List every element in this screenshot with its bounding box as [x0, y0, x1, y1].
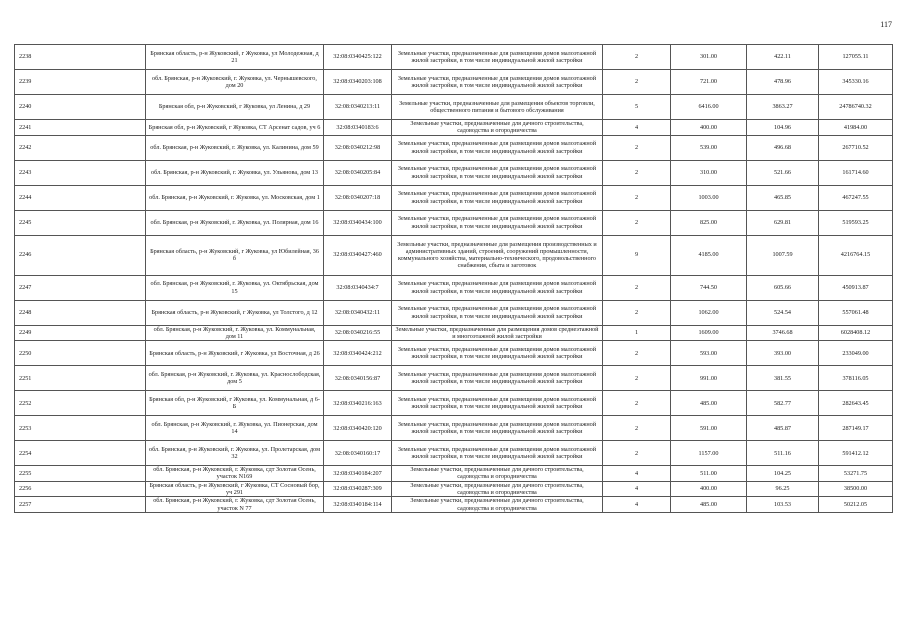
- unit-value-cell: 478.96: [747, 70, 819, 95]
- unit-value-cell: 104.96: [747, 120, 819, 136]
- row-number: 2246: [15, 235, 146, 275]
- land-use-cell: Земельные участки, предназначенные для размещения производственных и административных зданий, строений, сооружений промышленности, коммунального хозяйства, материально-технического, продовольственного снабжения, сбыта и заготовок: [392, 235, 603, 275]
- table-row: [15, 466, 893, 482]
- land-use-cell: Земельные участки, предназначенные для дачного строительства, садоводства и огородничества: [392, 497, 603, 513]
- row-number: 2241: [15, 120, 146, 136]
- cadastral-value-cell: 591412.12: [819, 441, 893, 466]
- address-cell: обл. Брянская, р-н Жуковский, г. Жуковка, сдт Золотая Осень, участок N169: [146, 466, 324, 482]
- table-row: [15, 481, 893, 497]
- use-code-cell: 1: [603, 325, 671, 341]
- address-cell: обл. Брянская, р-н Жуковский, г. Жуковка, сдт Золотая Осень, участок N 77: [146, 497, 324, 513]
- cadastral-number-cell: 32:08:0340427:460: [324, 235, 392, 275]
- unit-value-cell: 381.55: [747, 366, 819, 391]
- address-cell: Брянская область, р-н Жуковский, г Жуковка, ул Молодежная, д 21: [146, 45, 324, 70]
- area-cell: 539.00: [671, 135, 747, 160]
- land-use-cell: Земельные участки, предназначенные для размещения домов малоэтажной жилой застройки, в том числе индивидуальной жилой застройки: [392, 45, 603, 70]
- area-cell: 721.00: [671, 70, 747, 95]
- row-number: 2250: [15, 341, 146, 366]
- use-code-cell: 2: [603, 160, 671, 185]
- address-cell: обл. Брянская, р-н Жуковский, г. Жуковка, ул. Московская, дом 1: [146, 185, 324, 210]
- cadastral-number-cell: 32:08:0340424:212: [324, 341, 392, 366]
- unit-value-cell: 103.53: [747, 497, 819, 513]
- row-number: 2257: [15, 497, 146, 513]
- area-cell: 400.00: [671, 120, 747, 136]
- cadastral-number-cell: 32:08:0340216:163: [324, 391, 392, 416]
- cadastral-number-cell: 32:08:0340183:6: [324, 120, 392, 136]
- unit-value-cell: 605.66: [747, 275, 819, 300]
- area-cell: 511.00: [671, 466, 747, 482]
- cadastral-number-cell: 32:08:0340184:114: [324, 497, 392, 513]
- table-row: [15, 497, 893, 513]
- address-cell: Брянская область, р-н Жуковский, г Жуковка, ул Толстого, д 12: [146, 300, 324, 325]
- table-row: [15, 135, 893, 160]
- page-number: 117: [880, 20, 892, 29]
- use-code-cell: 9: [603, 235, 671, 275]
- cadastral-value-cell: 378116.05: [819, 366, 893, 391]
- area-cell: 485.00: [671, 497, 747, 513]
- land-use-cell: Земельные участки, предназначенные для размещения домов малоэтажной жилой застройки, в том числе индивидуальной жилой застройки: [392, 416, 603, 441]
- table-row: [15, 95, 893, 120]
- address-cell: Брянская область, р-н Жуковский, г Жуковка, ул Восточная, д 26: [146, 341, 324, 366]
- land-use-cell: Земельные участки, предназначенные для дачного строительства, садоводства и огородничества: [392, 120, 603, 136]
- area-cell: 400.00: [671, 481, 747, 497]
- land-parcel-table: [14, 44, 893, 513]
- cadastral-number-cell: 32:08:0340420:120: [324, 416, 392, 441]
- use-code-cell: 4: [603, 481, 671, 497]
- unit-value-cell: 521.66: [747, 160, 819, 185]
- address-cell: обл. Брянская, р-н Жуковский, г. Жуковка, ул. Коммунальная, дом 11: [146, 325, 324, 341]
- cadastral-number-cell: 32:08:0340205:84: [324, 160, 392, 185]
- area-cell: 4185.00: [671, 235, 747, 275]
- area-cell: 591.00: [671, 416, 747, 441]
- land-use-cell: Земельные участки, предназначенные для размещения объектов торговли, общественного питания и бытового обслуживания: [392, 95, 603, 120]
- use-code-cell: 2: [603, 416, 671, 441]
- unit-value-cell: 393.00: [747, 341, 819, 366]
- address-cell: обл. Брянская, р-н Жуковский, г. Жуковка, ул. Пролетарская, дом 32: [146, 441, 324, 466]
- area-cell: 1609.00: [671, 325, 747, 341]
- cadastral-value-cell: 41984.00: [819, 120, 893, 136]
- address-cell: Брянская обл, р-н Жуковский, г Жуковка, СТ Арсенат садов, уч 6: [146, 120, 324, 136]
- unit-value-cell: 524.54: [747, 300, 819, 325]
- row-number: 2253: [15, 416, 146, 441]
- address-cell: обл. Брянская, р-н Жуковский, г. Жуковка, ул. Октябрьская, дом 15: [146, 275, 324, 300]
- cadastral-value-cell: 127055.11: [819, 45, 893, 70]
- row-number: 2255: [15, 466, 146, 482]
- area-cell: 1003.00: [671, 185, 747, 210]
- unit-value-cell: 465.85: [747, 185, 819, 210]
- land-use-cell: Земельные участки, предназначенные для дачного строительства, садоводства и огородничества: [392, 466, 603, 482]
- row-number: 2244: [15, 185, 146, 210]
- use-code-cell: 2: [603, 341, 671, 366]
- cadastral-value-cell: 467247.55: [819, 185, 893, 210]
- unit-value-cell: 96.25: [747, 481, 819, 497]
- unit-value-cell: 629.81: [747, 210, 819, 235]
- table-row: [15, 185, 893, 210]
- address-cell: обл. Брянская, р-н Жуковский, г. Жуковка, ул. Пионерская, дом 14: [146, 416, 324, 441]
- address-cell: обл. Брянская, р-н Жуковский, г. Жуковка, ул. Краснослободская, дом 5: [146, 366, 324, 391]
- area-cell: 310.00: [671, 160, 747, 185]
- cadastral-value-cell: 53271.75: [819, 466, 893, 482]
- cadastral-value-cell: 519593.25: [819, 210, 893, 235]
- cadastral-number-cell: 32:08:0340287:309: [324, 481, 392, 497]
- unit-value-cell: 496.68: [747, 135, 819, 160]
- address-cell: Брянская область, р-н Жуковский, г Жуковка, СТ Сосновый бор, уч 291: [146, 481, 324, 497]
- row-number: 2249: [15, 325, 146, 341]
- table-row: [15, 275, 893, 300]
- unit-value-cell: 3863.27: [747, 95, 819, 120]
- unit-value-cell: 511.16: [747, 441, 819, 466]
- cadastral-value-cell: 282643.45: [819, 391, 893, 416]
- row-number: 2256: [15, 481, 146, 497]
- cadastral-value-cell: 161714.60: [819, 160, 893, 185]
- cadastral-value-cell: 6028408.12: [819, 325, 893, 341]
- unit-value-cell: 1007.59: [747, 235, 819, 275]
- table-row: [15, 70, 893, 95]
- land-use-cell: Земельные участки, предназначенные для размещения домов среднеэтажной и многоэтажной жилой застройки: [392, 325, 603, 341]
- use-code-cell: 2: [603, 135, 671, 160]
- land-use-cell: Земельные участки, предназначенные для размещения домов малоэтажной жилой застройки, в том числе индивидуальной жилой застройки: [392, 441, 603, 466]
- use-code-cell: 4: [603, 466, 671, 482]
- cadastral-value-cell: 557061.48: [819, 300, 893, 325]
- unit-value-cell: 582.77: [747, 391, 819, 416]
- cadastral-number-cell: 32:08:0340213:11: [324, 95, 392, 120]
- cadastral-number-cell: 32:08:0340212:98: [324, 135, 392, 160]
- table-row: [15, 45, 893, 70]
- area-cell: 301.00: [671, 45, 747, 70]
- row-number: 2242: [15, 135, 146, 160]
- area-cell: 744.50: [671, 275, 747, 300]
- area-cell: 593.00: [671, 341, 747, 366]
- row-number: 2239: [15, 70, 146, 95]
- area-cell: 1157.00: [671, 441, 747, 466]
- row-number: 2245: [15, 210, 146, 235]
- address-cell: Брянская обл, р-н Жуковский, г Жуковка, ул Ленина, д 29: [146, 95, 324, 120]
- cadastral-number-cell: 32:08:0340434:7: [324, 275, 392, 300]
- table-row: [15, 235, 893, 275]
- row-number: 2247: [15, 275, 146, 300]
- cadastral-value-cell: 24786740.32: [819, 95, 893, 120]
- cadastral-value-cell: 267710.52: [819, 135, 893, 160]
- use-code-cell: 2: [603, 366, 671, 391]
- unit-value-cell: 104.25: [747, 466, 819, 482]
- address-cell: обл. Брянская, р-н Жуковский, г. Жуковка, ул. Чернышевского, дом 20: [146, 70, 324, 95]
- use-code-cell: 4: [603, 120, 671, 136]
- unit-value-cell: 485.87: [747, 416, 819, 441]
- cadastral-number-cell: 32:08:0340207:18: [324, 185, 392, 210]
- cadastral-number-cell: 32:08:0340425:122: [324, 45, 392, 70]
- table-row: [15, 366, 893, 391]
- table-row: [15, 210, 893, 235]
- use-code-cell: 4: [603, 497, 671, 513]
- land-use-cell: Земельные участки, предназначенные для размещения домов малоэтажной жилой застройки, в том числе индивидуальной жилой застройки: [392, 275, 603, 300]
- cadastral-number-cell: 32:08:0340184:207: [324, 466, 392, 482]
- table-row: [15, 300, 893, 325]
- row-number: 2243: [15, 160, 146, 185]
- land-use-cell: Земельные участки, предназначенные для размещения домов малоэтажной жилой застройки, в том числе индивидуальной жилой застройки: [392, 210, 603, 235]
- table-row: [15, 160, 893, 185]
- address-cell: Брянская область, р-н Жуковский, г Жуковка, ул Юбилейная, 36 б: [146, 235, 324, 275]
- row-number: 2254: [15, 441, 146, 466]
- table-row: [15, 120, 893, 136]
- use-code-cell: 2: [603, 275, 671, 300]
- use-code-cell: 2: [603, 441, 671, 466]
- area-cell: 1062.00: [671, 300, 747, 325]
- use-code-cell: 2: [603, 70, 671, 95]
- use-code-cell: 2: [603, 391, 671, 416]
- use-code-cell: 2: [603, 300, 671, 325]
- table-row: [15, 441, 893, 466]
- row-number: 2251: [15, 366, 146, 391]
- unit-value-cell: 422.11: [747, 45, 819, 70]
- cadastral-number-cell: 32:08:0340216:55: [324, 325, 392, 341]
- use-code-cell: 5: [603, 95, 671, 120]
- area-cell: 825.00: [671, 210, 747, 235]
- row-number: 2252: [15, 391, 146, 416]
- cadastral-value-cell: 50212.05: [819, 497, 893, 513]
- land-use-cell: Земельные участки, предназначенные для дачного строительства, садоводства и огородничества: [392, 481, 603, 497]
- use-code-cell: 2: [603, 185, 671, 210]
- table-row: [15, 391, 893, 416]
- land-use-cell: Земельные участки, предназначенные для размещения домов малоэтажной жилой застройки, в том числе индивидуальной жилой застройки: [392, 341, 603, 366]
- cadastral-number-cell: 32:08:0340160:17: [324, 441, 392, 466]
- table-row: [15, 416, 893, 441]
- table-row: [15, 341, 893, 366]
- cadastral-value-cell: 450913.87: [819, 275, 893, 300]
- area-cell: 6416.00: [671, 95, 747, 120]
- cadastral-value-cell: 38500.00: [819, 481, 893, 497]
- land-use-cell: Земельные участки, предназначенные для размещения домов малоэтажной жилой застройки, в том числе индивидуальной жилой застройки: [392, 391, 603, 416]
- cadastral-value-cell: 287149.17: [819, 416, 893, 441]
- land-use-cell: Земельные участки, предназначенные для размещения домов малоэтажной жилой застройки, в том числе индивидуальной жилой застройки: [392, 366, 603, 391]
- cadastral-value-cell: 233049.00: [819, 341, 893, 366]
- cadastral-value-cell: 345330.16: [819, 70, 893, 95]
- cadastral-number-cell: 32:08:0340203:108: [324, 70, 392, 95]
- address-cell: обл. Брянская, р-н Жуковский, г. Жуковка, ул. Калинина, дом 59: [146, 135, 324, 160]
- land-use-cell: Земельные участки, предназначенные для размещения домов малоэтажной жилой застройки, в том числе индивидуальной жилой застройки: [392, 70, 603, 95]
- land-use-cell: Земельные участки, предназначенные для размещения домов малоэтажной жилой застройки, в том числе индивидуальной жилой застройки: [392, 185, 603, 210]
- address-cell: обл. Брянская, р-н Жуковский, г. Жуковка, ул. Полярная, дом 16: [146, 210, 324, 235]
- row-number: 2240: [15, 95, 146, 120]
- use-code-cell: 2: [603, 210, 671, 235]
- cadastral-number-cell: 32:08:0340156:87: [324, 366, 392, 391]
- cadastral-value-cell: 4216764.15: [819, 235, 893, 275]
- row-number: 2248: [15, 300, 146, 325]
- address-cell: обл. Брянская, р-н Жуковский, г. Жуковка, ул. Ульянова, дом 13: [146, 160, 324, 185]
- area-cell: 485.00: [671, 391, 747, 416]
- address-cell: Брянская обл, р-н Жуковский, г Жуковка, ул. Коммунальная, д 6-Б: [146, 391, 324, 416]
- table-row: [15, 325, 893, 341]
- land-use-cell: Земельные участки, предназначенные для размещения домов малоэтажной жилой застройки, в том числе индивидуальной жилой застройки: [392, 300, 603, 325]
- row-number: 2238: [15, 45, 146, 70]
- land-use-cell: Земельные участки, предназначенные для размещения домов малоэтажной жилой застройки, в том числе индивидуальной жилой застройки: [392, 135, 603, 160]
- area-cell: 991.00: [671, 366, 747, 391]
- cadastral-number-cell: 32:08:0340434:100: [324, 210, 392, 235]
- cadastral-number-cell: 32:08:0340432:11: [324, 300, 392, 325]
- use-code-cell: 2: [603, 45, 671, 70]
- unit-value-cell: 3746.68: [747, 325, 819, 341]
- land-use-cell: Земельные участки, предназначенные для размещения домов малоэтажной жилой застройки, в том числе индивидуальной жилой застройки: [392, 160, 603, 185]
